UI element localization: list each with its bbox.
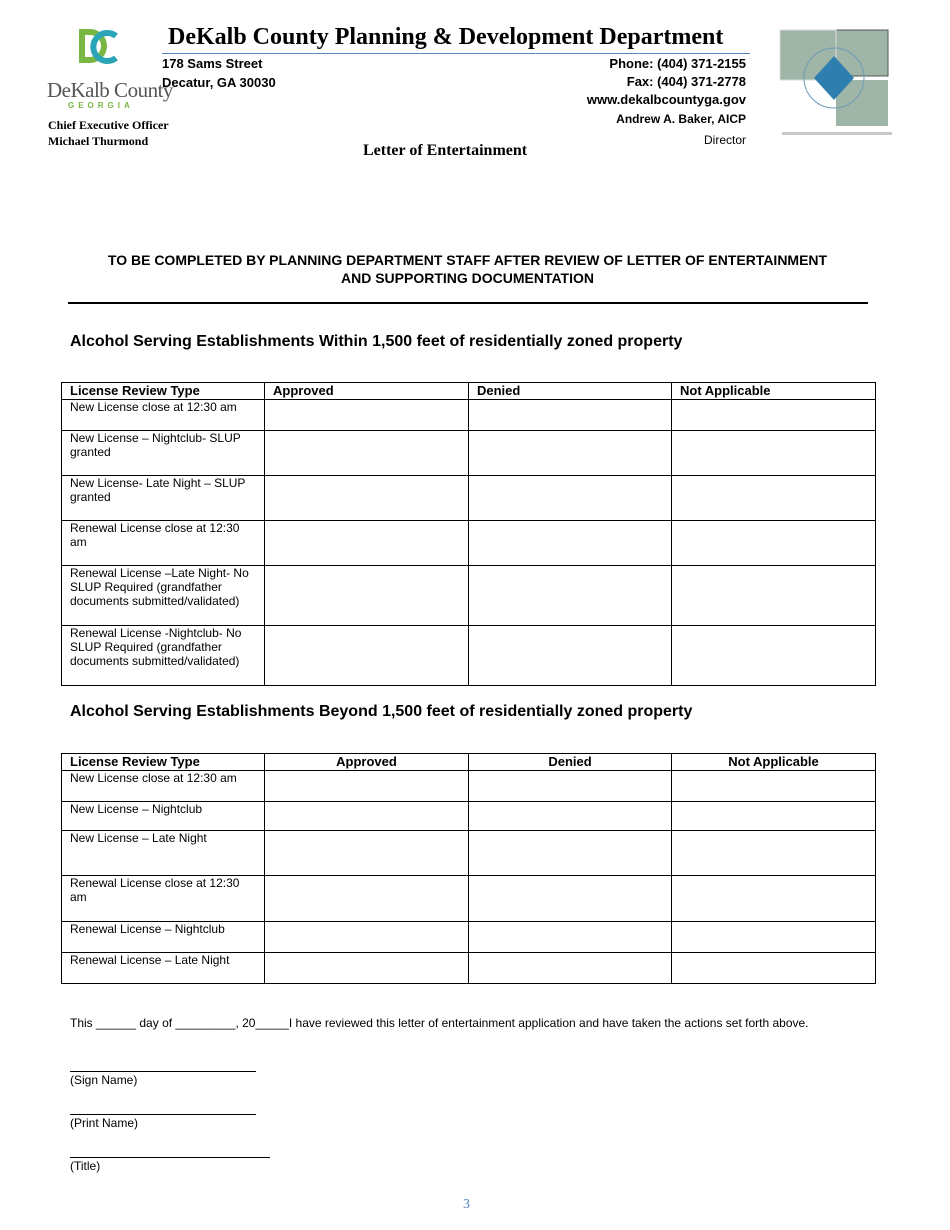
license-type-cell: Renewal License –Late Night- No SLUP Required (grandfather documents submitted/validated) [62,566,265,626]
department-name: DeKalb County Planning & Development Department [168,24,724,50]
not-applicable-cell[interactable] [672,802,876,831]
table-row [62,831,876,876]
column-header: Not Applicable [672,754,876,771]
table-row [62,476,876,521]
license-type-cell: Renewal License close at 12:30 am [62,876,265,922]
license-type-cell: Renewal License close at 12:30 am [62,521,265,566]
approved-cell[interactable] [265,476,469,521]
column-header: License Review Type [62,754,265,771]
table-row [62,400,876,431]
approved-cell[interactable] [265,831,469,876]
table-row [62,922,876,953]
column-header: Approved [265,383,469,400]
license-type-cell: Renewal License -Nightclub- No SLUP Required (grandfather documents submitted/validated) [62,626,265,686]
denied-cell[interactable] [469,922,672,953]
table-header-row [62,754,876,771]
column-header: Denied [469,754,672,771]
table-row [62,431,876,476]
denied-cell[interactable] [469,566,672,626]
director-title: Director [703,133,746,147]
denied-cell[interactable] [469,831,672,876]
table-row [62,566,876,626]
table-row [62,626,876,686]
letter-title: Letter of Entertainment [363,142,528,159]
license-type-cell: Renewal License – Late Night [62,953,265,984]
approved-cell[interactable] [265,400,469,431]
approved-cell[interactable] [265,876,469,922]
review-statement: This ______ day of _________, 20_____I have reviewed this letter of entertainment application and have taken the actions set forth above. [70,1016,809,1030]
title-label: (Title) [70,1159,101,1173]
column-header: Not Applicable [672,383,876,400]
denied-cell[interactable] [469,476,672,521]
fax-number: Fax: (404) 371-2778 [626,74,746,89]
license-type-cell: New License – Late Night [62,831,265,876]
logo-county-text: DeKalb County [47,78,173,102]
column-header: Approved [265,754,469,771]
license-type-cell: New License close at 12:30 am [62,400,265,431]
approved-cell[interactable] [265,771,469,802]
ceo-title: Chief Executive Officer [48,118,169,132]
instructions-text: TO BE COMPLETED BY PLANNING DEPARTMENT STAFF AFTER REVIEW OF LETTER OF ENTERTAINMENT AND SUPPORTING DOCUMENTATION [107,252,828,286]
not-applicable-cell[interactable] [672,521,876,566]
table-row [62,771,876,802]
not-applicable-cell[interactable] [672,566,876,626]
license-type-cell: New License – Nightclub- SLUP granted [62,431,265,476]
not-applicable-cell[interactable] [672,876,876,922]
print-name-label: (Print Name) [70,1116,139,1130]
denied-cell[interactable] [469,400,672,431]
phone-number: Phone: (404) 371-2155 [609,56,746,71]
not-applicable-cell[interactable] [672,771,876,802]
sign-name-label: (Sign Name) [70,1073,138,1087]
license-type-cell: Renewal License – Nightclub [62,922,265,953]
denied-cell[interactable] [469,876,672,922]
denied-cell[interactable] [469,771,672,802]
table-row [62,521,876,566]
within-review-table [61,382,876,686]
not-applicable-cell[interactable] [672,400,876,431]
approved-cell[interactable] [265,431,469,476]
denied-cell[interactable] [469,431,672,476]
not-applicable-cell[interactable] [672,831,876,876]
column-header: License Review Type [62,383,265,400]
table-header-row [62,383,876,400]
section-within-heading: Alcohol Serving Establishments Within 1,500 feet of residentially zoned property [70,333,683,350]
denied-cell[interactable] [469,953,672,984]
address-line-2: Decatur, GA 30030 [162,75,276,90]
page-number: 3 [463,1197,470,1212]
license-type-cell: New License close at 12:30 am [62,771,265,802]
table-row [62,876,876,922]
approved-cell[interactable] [265,566,469,626]
logo-state-text: GEORGIA [68,101,134,110]
not-applicable-cell[interactable] [672,476,876,521]
department-rule [162,53,750,54]
horizontal-divider [68,302,868,304]
license-type-cell: New License – Nightclub [62,802,265,831]
approved-cell[interactable] [265,626,469,686]
ceo-name: Michael Thurmond [48,134,149,148]
not-applicable-cell[interactable] [672,922,876,953]
table-row [62,953,876,984]
table-row [62,802,876,831]
denied-cell[interactable] [469,521,672,566]
address-line-1: 178 Sams Street [162,56,263,71]
approved-cell[interactable] [265,802,469,831]
not-applicable-cell[interactable] [672,953,876,984]
decorative-squares-graphic [770,28,894,138]
section-beyond-heading: Alcohol Serving Establishments Beyond 1,500 feet of residentially zoned property [70,703,693,720]
beyond-review-table [61,753,876,984]
director-name: Andrew A. Baker, AICP [616,112,746,126]
not-applicable-cell[interactable] [672,431,876,476]
denied-cell[interactable] [469,626,672,686]
not-applicable-cell[interactable] [672,626,876,686]
column-header: Denied [469,383,672,400]
website: www.dekalbcountyga.gov [586,92,746,107]
license-type-cell: New License- Late Night – SLUP granted [62,476,265,521]
approved-cell[interactable] [265,953,469,984]
approved-cell[interactable] [265,521,469,566]
denied-cell[interactable] [469,802,672,831]
approved-cell[interactable] [265,922,469,953]
